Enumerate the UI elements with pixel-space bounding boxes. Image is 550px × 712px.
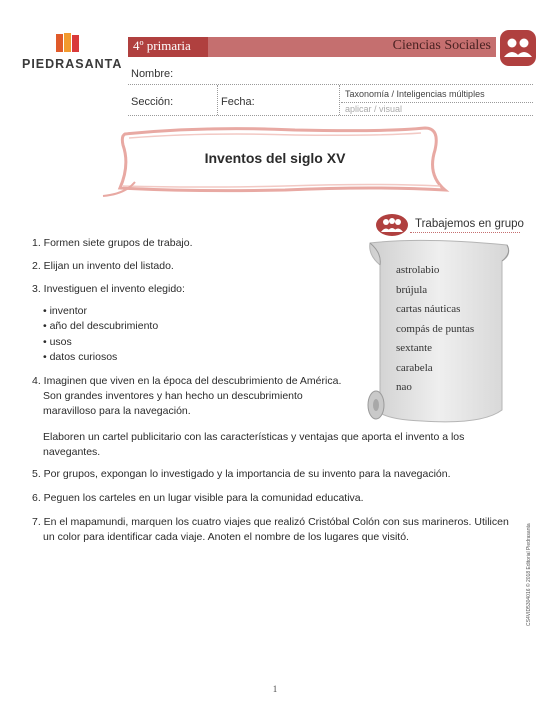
taxonomy-label: Taxonomía / Inteligencias múltiples xyxy=(345,89,485,99)
brand-name: PIEDRASANTA xyxy=(22,57,123,71)
page-number: 1 xyxy=(272,684,278,694)
section-divider xyxy=(217,85,218,115)
list-item: cartas náuticas xyxy=(396,303,461,315)
step-7-line-2: un color para identificar cada viaje. Anoten el nombre de los lugares que visitó. xyxy=(43,531,409,543)
page-title: Inventos del siglo XV xyxy=(204,150,346,166)
name-line xyxy=(128,84,533,85)
grade-label: 4º primaria xyxy=(133,38,191,53)
step-4-line-1: 4. Imaginen que viven en la época del descubrimiento de América. xyxy=(32,375,342,387)
group-badge xyxy=(500,30,536,66)
list-item: compás de puntas xyxy=(396,322,475,335)
name-label: Nombre: xyxy=(131,68,174,80)
step-3: 3. Investiguen el invento elegido: xyxy=(32,283,185,295)
taxonomy-values: aplicar / visual xyxy=(345,104,403,114)
step-3-bullets xyxy=(43,304,158,365)
inventions-list xyxy=(396,264,474,401)
step-6: 6. Peguen los carteles en un lugar visible para la comunidad educativa. xyxy=(32,492,364,504)
group-work-label: Trabajemos en grupo xyxy=(415,218,524,230)
list-item: brújula xyxy=(396,283,428,296)
book-logo-icon xyxy=(55,32,81,54)
list-item: nao xyxy=(396,381,412,393)
section-line xyxy=(128,115,533,116)
taxonomy-divider xyxy=(341,102,533,103)
list-item: astrolabio xyxy=(396,264,440,276)
copyright-note: CS4VID5304016 © 2018 Editorial Piedrasanta xyxy=(526,523,532,626)
group-people-icon xyxy=(500,30,536,66)
step-1: 1. Formen siete grupos de trabajo. xyxy=(32,237,193,249)
step-4-line-3: maravilloso para la navegación. xyxy=(43,405,191,417)
step-4b-line-1: Elaboren un cartel publicitario con las características y ventajas que aporta el invento a los xyxy=(43,431,465,443)
list-item: • usos xyxy=(43,335,158,350)
subject-label: Ciencias Sociales xyxy=(392,38,491,53)
piedrasanta-logo xyxy=(22,30,123,72)
list-item: sextante xyxy=(396,342,433,354)
step-4b-line-2: navegantes. xyxy=(43,446,101,458)
list-item: • inventor xyxy=(43,304,158,319)
step-2: 2. Elijan un invento del listado. xyxy=(32,260,174,272)
list-item: carabela xyxy=(396,361,433,374)
group-work-underline xyxy=(410,232,520,233)
list-item: • año del descubrimiento xyxy=(43,319,158,334)
step-4-line-2: Son grandes inventores y han hecho un descubrimiento xyxy=(43,390,303,402)
section-label: Sección: xyxy=(131,96,174,108)
date-label: Fecha: xyxy=(221,96,255,108)
date-divider xyxy=(339,85,340,115)
list-item: • datos curiosos xyxy=(43,350,158,365)
step-5: 5. Por grupos, expongan lo investigado y la importancia de su invento para la navegación. xyxy=(32,468,451,480)
step-7-line-1: 7. En el mapamundi, marquen los cuatro viajes que realizó Cristóbal Colón con sus marineros. Utilicen xyxy=(32,516,509,528)
